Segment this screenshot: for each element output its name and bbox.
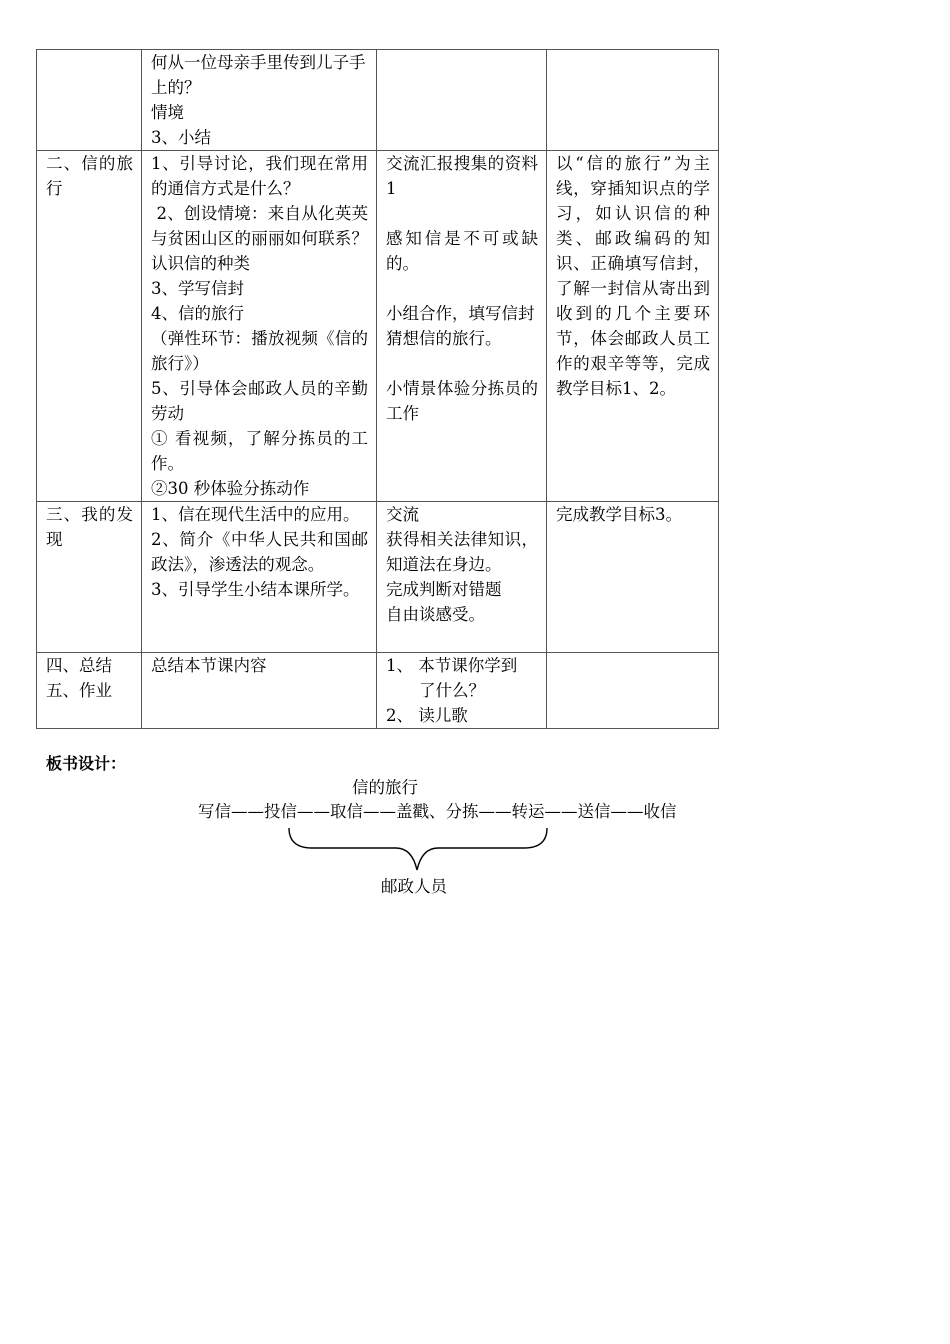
student-activity-cell: [377, 50, 547, 151]
table-row: [37, 151, 719, 502]
design-intent-cell: 完成教学目标3。: [547, 502, 719, 653]
stage-cell: [37, 50, 142, 151]
teacher-activity-cell: 1、信在现代生活中的应用。 2、简介《中华人民共和国邮政法》，渗透法的观念。 3、引导学生小结本课所学。: [142, 502, 377, 653]
table-row: [37, 50, 719, 151]
board-flow-line: 写信——投信——取信——盖戳、分拣——转运——送信——收信: [198, 802, 677, 821]
teacher-activity-cell: 1、引导讨论，我们现在常用的通信方式是什么？ 2、创设情境：来自从化英英与贫困山区的丽丽如何联系？认识信的种类 3、学写信封 4、信的旅行 （弹性环节：播放视频《信的旅行》） 5、引导体会邮政人员的辛勤劳动 ① 看视频，了解分拣员的工作。 ②30 秒体验分拣动作: [142, 151, 377, 502]
teacher-activity-cell: 总结本节课内容: [142, 653, 377, 729]
student-activity-cell: 交流 获得相关法律知识，知道法在身边。 完成判断对错题 自由谈感受。: [377, 502, 547, 653]
student-activity-cell: 1、 本节课你学到 了什么？ 2、 读儿歌: [377, 653, 547, 729]
board-design-heading: 板书设计：: [46, 754, 127, 773]
curly-brace-icon: [286, 826, 552, 874]
design-intent-cell: [547, 50, 719, 151]
design-intent-cell: [547, 653, 719, 729]
design-intent-cell: 以“信的旅行”为主线，穿插知识点的学习，如认识信的种类、邮政编码的知识、正确填写信封，了解一封信从寄出到收到的几个主要环节，体会邮政人员工作的艰辛等等，完成教学目标1、2。: [547, 151, 719, 502]
lesson-plan-table: [36, 49, 719, 729]
stage-cell: 二、信的旅行: [37, 151, 142, 502]
table-row: [37, 653, 719, 729]
stage-cell: 三、我的发现: [37, 502, 142, 653]
teacher-activity-cell: 何从一位母亲手里传到儿子手上的？ 情境 3、小结: [142, 50, 377, 151]
stage-cell: 四、总结 五、作业: [37, 653, 142, 729]
student-activity-cell: 交流汇报搜集的资料1 感知信是不可或缺的。 小组合作，填写信封 猜想信的旅行。 小情景体验分拣员的工作: [377, 151, 547, 502]
table-row: [37, 502, 719, 653]
board-title: 信的旅行: [352, 778, 418, 797]
postal-staff-label: 邮政人员: [381, 877, 447, 896]
